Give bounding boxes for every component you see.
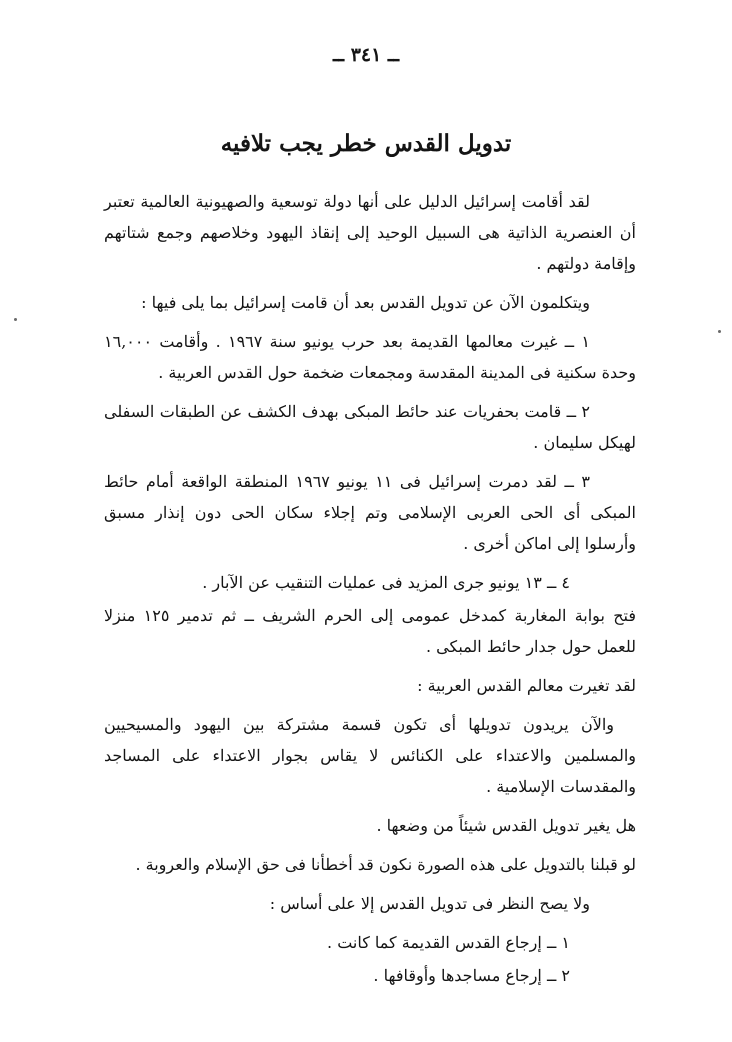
paragraph-item-2: ٢ ــ قامت بحفريات عند حائط المبكى بهدف الكشف عن الطبقات السفلى لهيكل سليمان . [104,402,636,452]
paragraph-question: هل يغير تدويل القدس شيئاً من وضعها . [376,816,636,835]
article-title: تدويل القدس خطر يجب تلافيه [220,130,512,157]
page-number: ــ ٣٤١ ــ [332,44,400,66]
paragraph-condition-1: ١ ــ إرجاع القدس القديمة كما كانت . [327,933,570,952]
paragraph-intro: لقد أقامت إسرائيل الدليل على أنها دولة توسعية والصهيونية العالمية تعتبر أن العنصرية الذاتية هى السبيل الوحيد إلى إنقاذ اليهود وخلاصهم وجمع شتاتهم وإقامة دولتهم . [104,192,636,273]
paragraph-condition-2: ٢ ــ إرجاع مساجدها وأوقافها . [373,966,570,985]
paragraph-internationalization: والآن يريدون تدويلها أى تكون قسمة مشتركة بين اليهود والمسيحيين والمسلمين والاعتداء على الكنائس لا يقاس بجوار الاعتداء على المساجد والمقدسات الإسلامية . [104,715,636,796]
paragraph-gate: فتح بوابة المغاربة كمدخل عمومى إلى الحرم الشريف ــ ثم تدمير ١٢٥ منزلا للعمل حول جدار حائط المبكى . [104,606,637,656]
paragraph-item-3: ٣ ــ لقد دمرت إسرائيل فى ١١ يونيو ١٩٦٧ المنطقة الواقعة أمام حائط المبكى أى الحى العربى الإسلامى وتم إجلاء سكان الحى دون إنذار مسبق وأرسلوا إلى اماكن أخرى . [104,472,636,553]
paragraph-item-1: ١ ــ غيرت معالمها القديمة بعد حرب يونيو سنة ١٩٦٧ . وأقامت ١٦,٠٠٠ وحدة سكنية فى المدينة المقدسة ومجمعات ضخمة حول القدس العربية . [104,332,636,382]
paragraph-changed: لقد تغيرت معالم القدس العربية : [417,676,636,695]
ink-speck [718,330,721,333]
paragraph-item-4: ٤ ــ ١٣ يونيو جرى المزيد فى عمليات التنقيب عن الآبار . [202,573,570,592]
paragraph-conclusion: لو قبلنا بالتدويل على هذه الصورة نكون قد أخطأنا فى حق الإسلام والعروبة . [135,855,636,874]
article-body [104,186,636,993]
paragraph-lead-in: ويتكلمون الآن عن تدويل القدس بعد أن قامت إسرائيل بما يلى فيها : [141,293,590,312]
ink-speck [14,318,17,321]
paragraph-basis: ولا يصح النظر فى تدويل القدس إلا على أساس : [269,894,590,913]
